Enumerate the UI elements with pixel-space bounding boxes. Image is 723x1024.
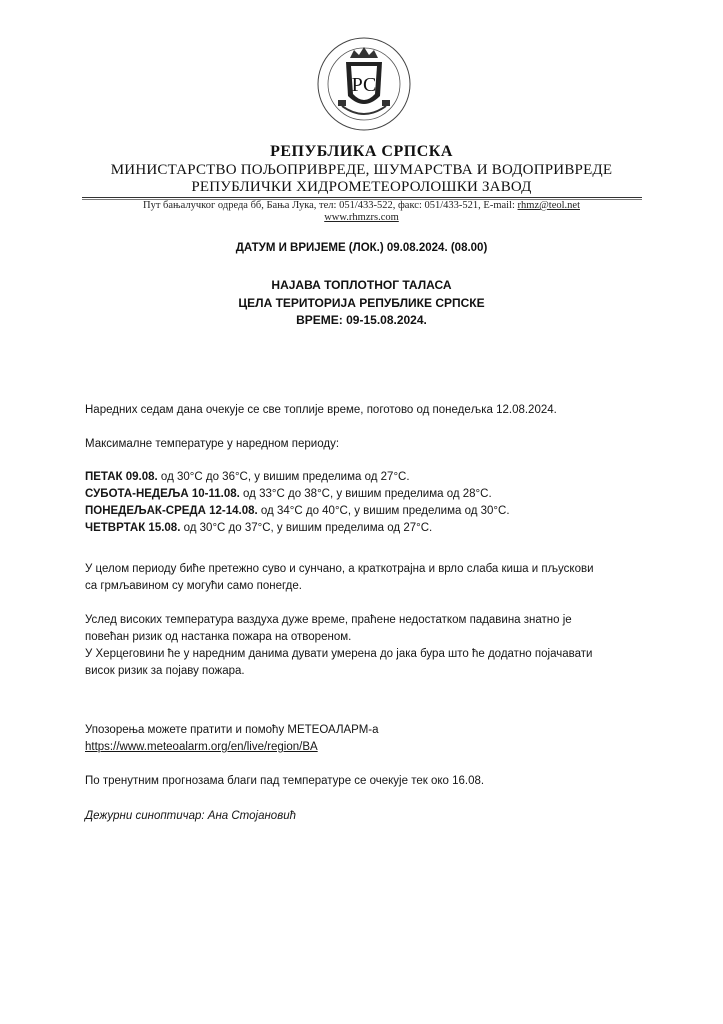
day-label: ПЕТАК 09.08.	[85, 471, 158, 483]
paragraph-line: У Херцеговини ће у наредним данима дувати умерена до јака бура што ће додатно појачавати	[85, 648, 593, 660]
republic-name: РЕПУБЛИКА СРПСКА	[270, 143, 453, 160]
day-label: ПОНЕДЕЉАК-СРЕДА 12-14.08.	[85, 505, 258, 517]
meteoalarm-link[interactable]: https://www.meteoalarm.org/en/live/region/BA	[85, 741, 318, 753]
list-item	[85, 503, 665, 520]
coat-of-arms-seal	[316, 36, 412, 132]
day-temps: од 30°C до 37°C, у вишим пределима од 27°C.	[180, 522, 433, 534]
paragraph-line: повећан ризик од настанка пожара на отвореном.	[85, 631, 352, 643]
title-line-3: ВРЕМЕ: 09-15.08.2024.	[296, 313, 427, 327]
day-temps: од 33°C до 38°C, у вишим пределима од 28°C.	[239, 488, 492, 500]
ministry-name: МИНИСТАРСТВО ПОЉОПРИВРЕДЕ, ШУМАРСТВА И ВОДОПРИВРЕДЕ	[110, 162, 613, 178]
day-label: СУБОТА-НЕДЕЉА 10-11.08.	[85, 488, 240, 500]
svg-text:РС: РС	[351, 74, 377, 96]
fire-risk-paragraph	[85, 612, 665, 680]
list-item	[85, 486, 665, 503]
paragraph-line: висок ризик за појаву пожара.	[85, 665, 245, 677]
cooling-paragraph: По тренутним прогнозама благи пад температуре се очекује тек око 16.08.	[85, 775, 485, 787]
website-link[interactable]: www.rhmzrs.com	[324, 212, 399, 223]
warnings-text: Упозорења можете пратити и помоћу МЕТЕОАЛАРМ-а	[85, 724, 379, 736]
paragraph-line: Услед високих температура ваздуха дуже време, праћене недостатком падавина знатно је	[85, 614, 572, 626]
max-temps-heading: Максималне температуре у наредном периоду:	[85, 438, 340, 450]
intro-paragraph: Наредних седам дана очекује се све топлије време, поготово од понедељка 12.08.2024.	[85, 404, 557, 416]
paragraph-line: У целом периоду биће претежно суво и сунчано, а краткотрајна и врло слаба киша и пљускови	[85, 563, 594, 575]
issue-datetime: ДАТУМ И ВРИЈЕМЕ (ЛОК.) 09.08.2024. (08.00)	[235, 242, 488, 254]
day-temps: од 30°C до 36°C, у вишим пределима од 27°C.	[157, 471, 410, 483]
list-item	[85, 520, 665, 537]
title-line-2: ЦЕЛА ТЕРИТОРИЈА РЕПУБЛИКЕ СРПСКЕ	[238, 296, 485, 310]
dry-weather-paragraph	[85, 561, 665, 595]
header-divider	[82, 197, 642, 198]
institute-name: РЕПУБЛИЧКИ ХИДРОМЕТЕОРОЛОШКИ ЗАВОД	[191, 179, 532, 195]
email-link[interactable]: rhmz@teol.net	[517, 200, 580, 211]
paragraph-line: са грмљавином су могући само понегде.	[85, 580, 302, 592]
contact-info	[0, 200, 723, 224]
day-label: ЧЕТВРТАК 15.08.	[85, 522, 181, 534]
list-item	[85, 469, 665, 486]
forecaster-signature: Дежурни синоптичар: Ана Стојановић	[85, 810, 296, 822]
warnings-paragraph	[85, 722, 665, 756]
day-temps: од 34°C до 40°C, у вишим пределима од 30°C.	[257, 505, 510, 517]
contact-address: Пут бањалучког одреда бб, Бања Лука, тел: 051/433-522, факс: 051/433-521, E-mail:	[142, 200, 518, 211]
title-line-1: НАЈАВА ТОПЛОТНОГ ТАЛАСА	[271, 278, 452, 292]
daily-forecast-list	[85, 469, 665, 537]
